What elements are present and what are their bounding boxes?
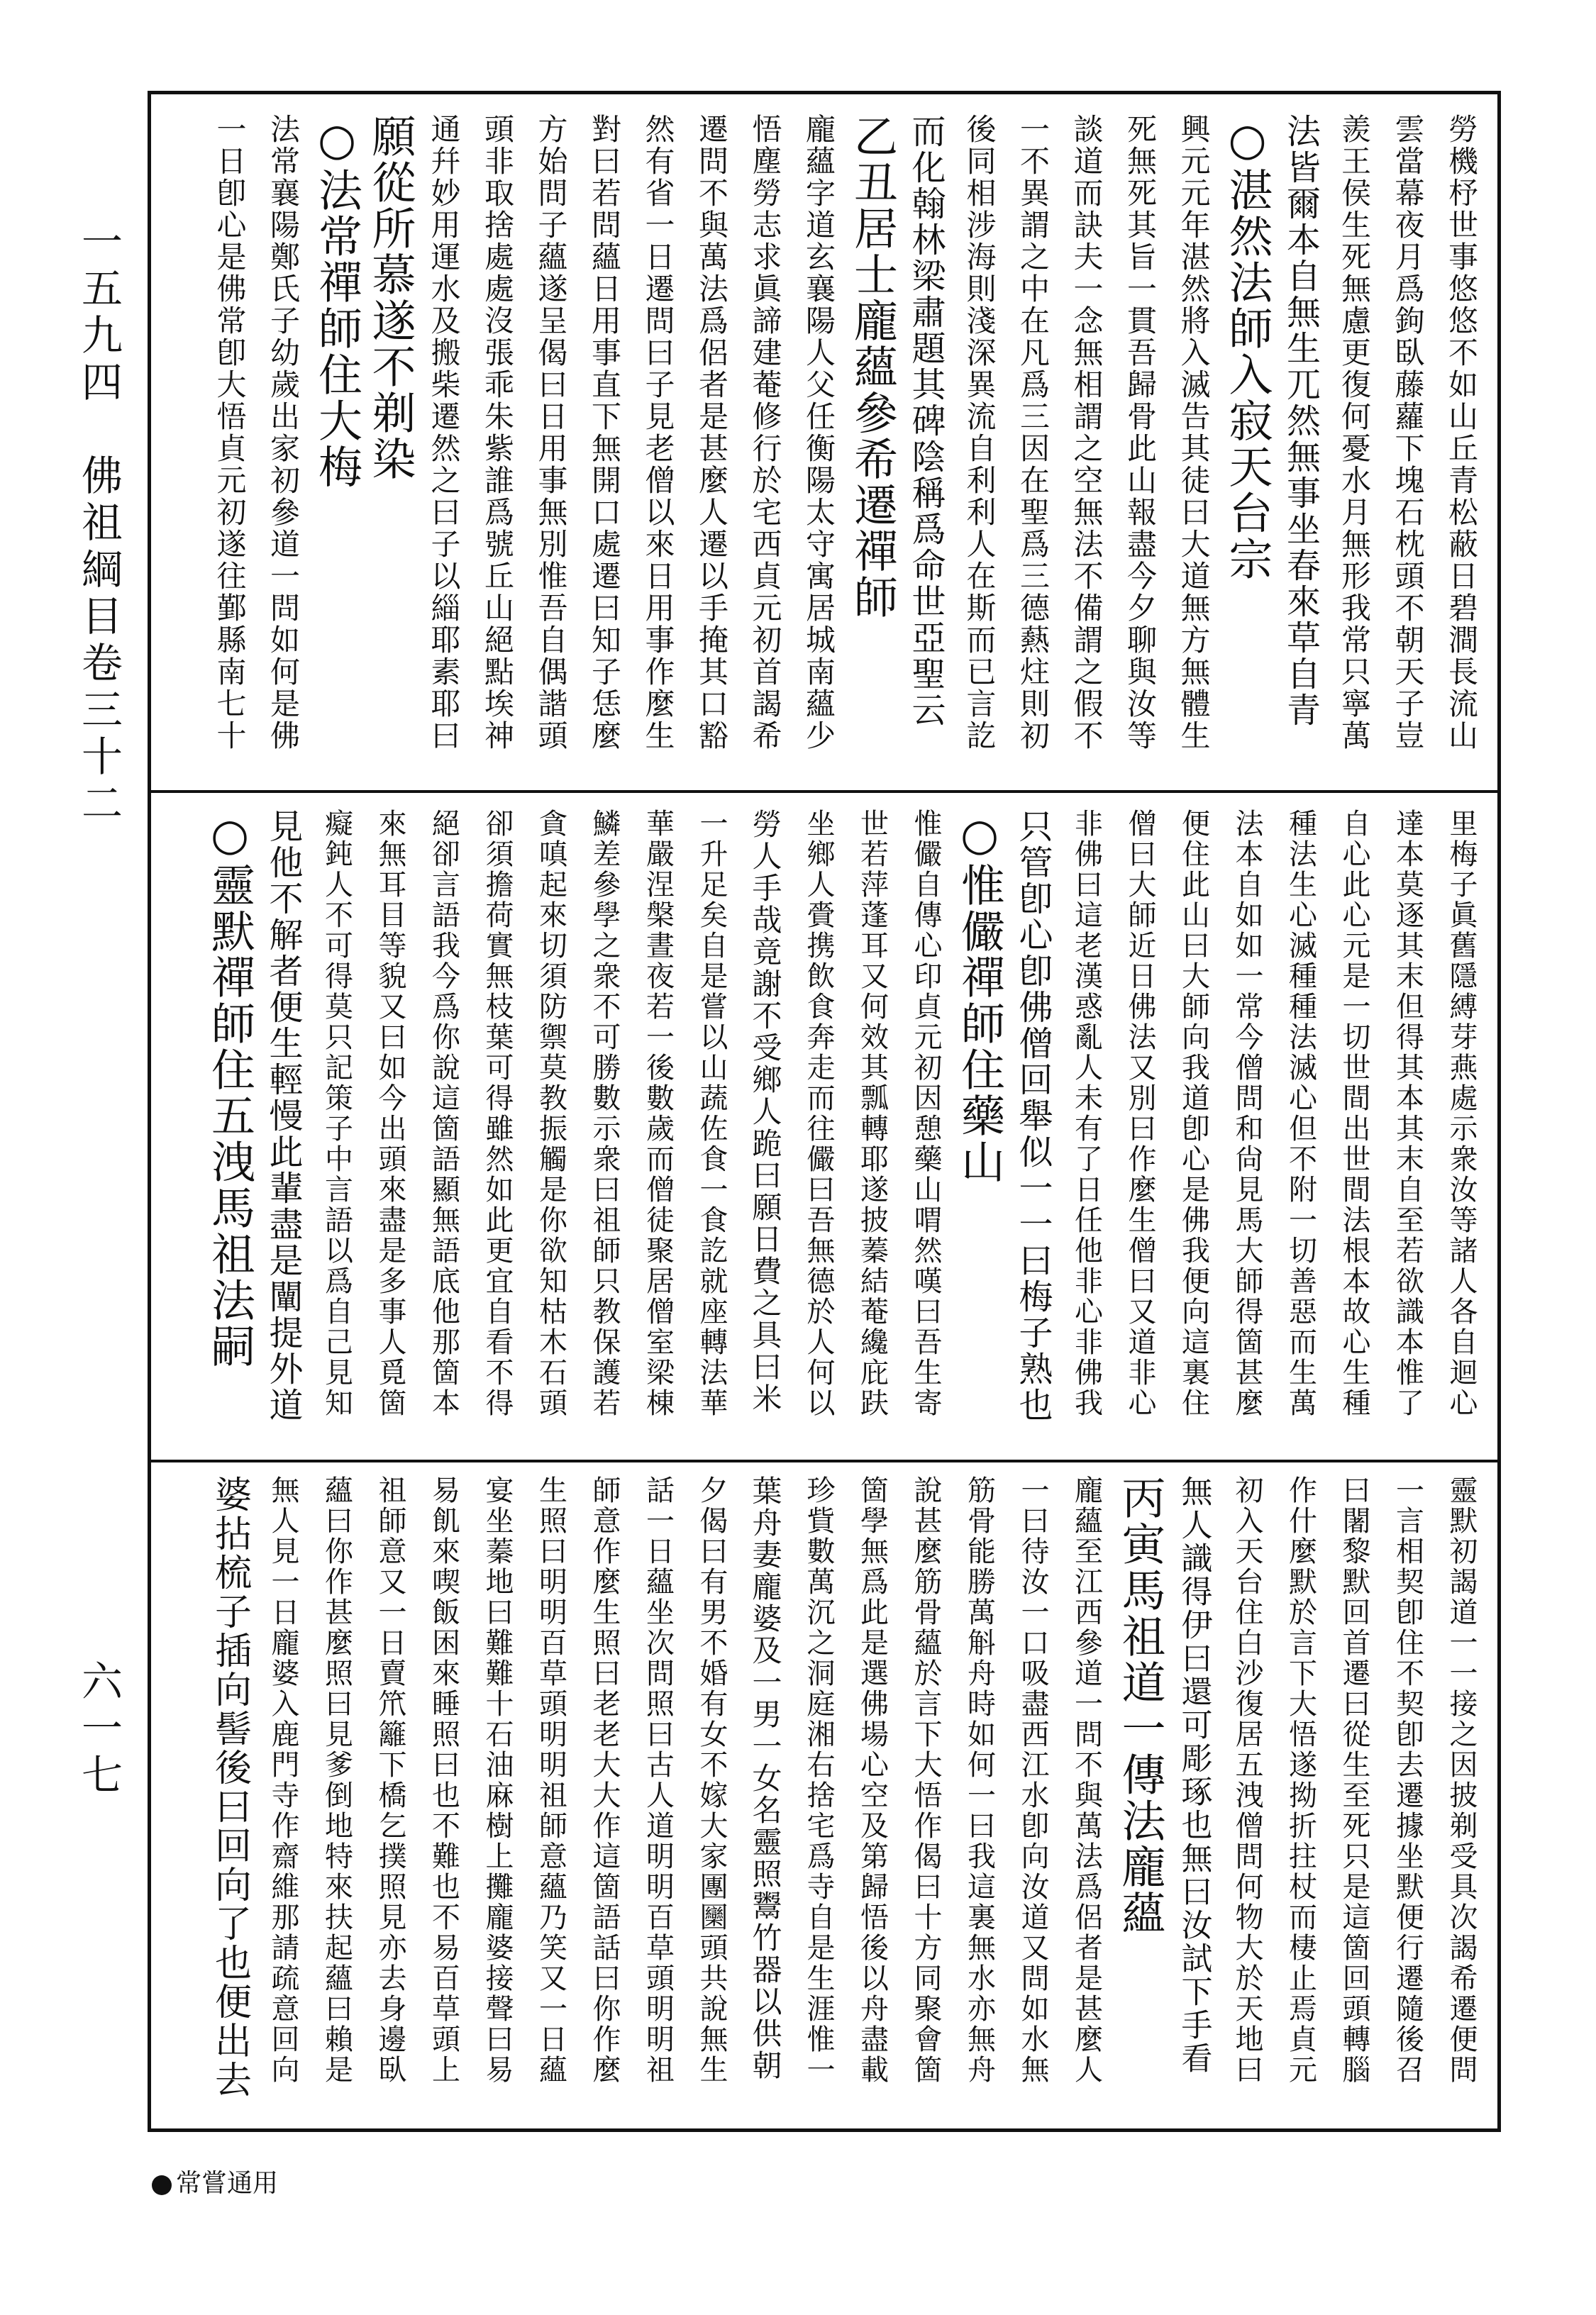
text-column: 世若萍蓬耳又何效其瓢轉耶遂披蓁結菴纔庇趺 bbox=[855, 809, 889, 1419]
text-column: 絕卻言語我今爲你說這箇語顯無語底他那箇本 bbox=[427, 809, 460, 1419]
text-column: 願從所慕遂不剃染 bbox=[365, 113, 416, 482]
text-column: 坐鄉人賫携飲食奔走而往儼曰吾無德於人何以 bbox=[802, 809, 835, 1419]
text-column: 勞人手哉竟謝不受鄉人跪曰願日費之具曰米 bbox=[748, 809, 783, 1415]
section-divider-bottom bbox=[148, 1460, 1501, 1462]
text-column: 易飢來喫飯困來睡照曰也不難也不易百草頭上 bbox=[427, 1475, 460, 2085]
text-column: 龐蘊至江西參道一問不與萬法爲侶者是甚麼人 bbox=[1070, 1475, 1103, 2085]
page-header: 一五九四 佛祖綱目卷三十二 bbox=[74, 220, 123, 828]
text-column: 蘊曰你作甚麼照曰見爹倒地特來扶起蘊曰賴是 bbox=[320, 1475, 353, 2085]
text-column: 遷問不與萬法爲侶者是甚麼人遷以手掩其口豁 bbox=[694, 113, 729, 752]
text-column: ○湛然法師入寂天台宗 bbox=[1221, 113, 1273, 582]
text-column: 方始問子蘊遂呈偈曰日用事無別惟吾自偶諧頭 bbox=[533, 113, 569, 752]
text-column: 一升足矣自是嘗以山蔬佐食一食訖就座轉法華 bbox=[695, 809, 728, 1419]
text-column: ○靈默禪師住五洩馬祖法嗣 bbox=[204, 809, 256, 1370]
text-column: 卻須擔荷實無枝葉可得雖然如此更宜自看不得 bbox=[481, 809, 514, 1419]
text-column: 勞機杼世事悠悠不如山丘青松蔽日碧澗長流山 bbox=[1444, 113, 1479, 752]
text-column: 只管卽心卽佛僧回舉似一一曰梅子熟也 bbox=[1013, 809, 1053, 1423]
text-column: 無人識得伊曰還可彫琢也無曰汝試下手看 bbox=[1175, 1475, 1212, 2075]
text-column: 羨王侯生死無慮更復何憂水月無形我常只寧萬 bbox=[1337, 113, 1372, 752]
text-column: 筋骨能勝萬斛舟時如何一曰我這裏無水亦無舟 bbox=[963, 1475, 996, 2085]
text-column: 法皆爾本自無生兀然無事坐春來草自青 bbox=[1280, 113, 1321, 728]
text-column: 箇學無爲此是選佛場心空及第歸悟後以舟盡載 bbox=[855, 1475, 889, 2085]
text-column: 癡鈍人不可得莫只記策子中言語以爲自己見知 bbox=[320, 809, 353, 1419]
footnote-text: 常嘗通用 bbox=[176, 2169, 279, 2198]
text-column: 珍貲數萬沉之洞庭湘右捨宅爲寺自是生涯惟一 bbox=[802, 1475, 835, 2085]
text-column: 祖師意又一日賣笊籬下橋乞撲照見亦去身邊臥 bbox=[374, 1475, 406, 2085]
text-column: 法常襄陽鄭氏子幼歲出家初參道一問如何是佛 bbox=[266, 113, 301, 752]
text-column: 達本莫逐其末但得其本其末自至若欲識本惟了 bbox=[1391, 809, 1424, 1419]
text-column: 法本自如如一常今僧問和尙見馬大師得箇甚麼 bbox=[1231, 809, 1263, 1419]
text-column: 里梅子眞舊隱縛芽燕處示衆汝等諸人各自迴心 bbox=[1445, 809, 1478, 1419]
text-column: 作什麼默於言下大悟遂拗折拄杖而棲止焉貞元 bbox=[1284, 1475, 1317, 2085]
text-column: 無人見一日龐婆入鹿門寺作齋維那請疏意回向 bbox=[267, 1475, 299, 2085]
text-column: 說甚麼筋骨蘊於言下大悟作偈曰十方同聚會箇 bbox=[909, 1475, 942, 2085]
page-number: 六一七 bbox=[74, 1660, 123, 1800]
text-column: 非佛曰這老漢惑亂人未有了日任他非心非佛我 bbox=[1070, 809, 1103, 1419]
footnote bbox=[152, 2163, 278, 2199]
text-column: 靈默初謁道一一接之因披剃受具次謁希遷便問 bbox=[1445, 1475, 1478, 2085]
text-column: 夕偈曰有男不婚有女不嫁大家團圞頭共說無生 bbox=[695, 1475, 728, 2085]
text-column: 談道而訣夫一念無相謂之空無法不備謂之假不 bbox=[1069, 113, 1104, 752]
text-column: 曰闍黎默回首遷曰從生至死只是這箇回頭轉腦 bbox=[1338, 1475, 1370, 2085]
text-column: 種法生心滅種種法滅心但不附一切善惡而生萬 bbox=[1284, 809, 1317, 1419]
text-column: 便住此山曰大師向我道卽心是佛我便向這裏住 bbox=[1177, 809, 1210, 1419]
footnote-marker-icon bbox=[152, 2175, 172, 2195]
text-column: 死無死其旨一貫吾歸骨此山報盡今夕聊與汝等 bbox=[1123, 113, 1158, 752]
text-column: 惟儼自傳心印貞元初因憩藥山喟然嘆曰吾生寄 bbox=[909, 809, 942, 1419]
section-divider-top bbox=[148, 790, 1501, 793]
text-column: 一日卽心是佛常卽大悟貞元初遂往鄞縣南七十 bbox=[212, 113, 248, 752]
text-column: 話一日蘊坐次問照曰古人道明明百草頭明明祖 bbox=[641, 1475, 675, 2085]
text-column: 僧曰大師近日佛法又別曰作麼生僧曰又道非心 bbox=[1124, 809, 1156, 1419]
text-column: 一曰待汝一口吸盡西江水卽向汝道又問如水無 bbox=[1016, 1475, 1049, 2085]
text-column: 葉舟妻龐婆及一男一女名靈照鬻竹器以供朝 bbox=[748, 1475, 783, 2082]
text-column: 鱗差參學之衆不可勝數示衆曰祖師只教保護若 bbox=[588, 809, 621, 1419]
text-column: 而化翰林梁肅題其碑陰稱爲命世亞聖云 bbox=[906, 113, 946, 728]
text-column: 初入天台住白沙復居五洩僧問何物大於天地曰 bbox=[1231, 1475, 1263, 2085]
text-column: 華嚴涅槃晝夜若一後數歲而僧徒聚居僧室梁棟 bbox=[641, 809, 675, 1419]
text-column: 通幷妙用運水及搬柴遷然之曰子以緇耶素耶曰 bbox=[426, 113, 462, 752]
text-column: 雲當幕夜月爲鉤臥藤蘿下塊石枕頭不朝天子豈 bbox=[1390, 113, 1426, 752]
text-column: 宴坐蓁地曰難難十石油麻樹上攤龐婆接聲曰易 bbox=[481, 1475, 514, 2085]
text-column: 一言相契卽住不契卽去遷據坐默便行遷隨後召 bbox=[1391, 1475, 1424, 2085]
text-column: 龐蘊字道玄襄陽人父任衡陽太守寓居城南蘊少 bbox=[802, 113, 836, 752]
text-column: 生照曰明明百草頭明明祖師意蘊乃笑又一日蘊 bbox=[534, 1475, 567, 2085]
text-column: 後同相涉海則淺深異流自利利人在斯而已言訖 bbox=[962, 113, 997, 752]
text-column: ○惟儼禪師住藥山 bbox=[953, 809, 1006, 1185]
text-column: 頭非取捨處處沒張乖朱紫誰爲號丘山絕點埃神 bbox=[480, 113, 515, 752]
text-column: 一不異謂之中在凡爲三因在聖爲三德爇炷則初 bbox=[1016, 113, 1051, 752]
text-column: 悟塵勞志求眞諦建菴修行於宅西貞元初首謁希 bbox=[748, 113, 783, 752]
text-column: 自心此心元是一切世間出世間法根本故心生種 bbox=[1338, 809, 1370, 1419]
text-column: 丙寅馬祖道一傳法龐蘊 bbox=[1114, 1475, 1166, 1936]
text-column: 興元元年湛然將入滅告其徒曰大道無方無體生 bbox=[1176, 113, 1212, 752]
text-column: 婆拈梳子插向髻後曰回向了也便出去 bbox=[208, 1475, 251, 2099]
text-column: 見他不解者便生輕慢此輩盡是闡提外道 bbox=[263, 809, 303, 1423]
text-column: 對曰若問蘊日用事直下無開口處遷曰知子恁麼 bbox=[587, 113, 622, 752]
text-column: 師意作麼生照曰老老大大作這箇語話曰你作麼 bbox=[588, 1475, 621, 2085]
text-column: 貪嗔起來切須防禦莫教振觸是你欲知枯木石頭 bbox=[534, 809, 567, 1419]
text-column: ○法常禪師住大梅 bbox=[311, 113, 363, 490]
text-column: 來無耳目等貌又曰如今出頭來盡是多事人覓箇 bbox=[374, 809, 406, 1419]
text-column: 乙丑居士龐蘊參希遷禪師 bbox=[846, 113, 899, 621]
text-column: 然有省一日遷問曰子見老僧以來日用事作麼生 bbox=[641, 113, 676, 752]
